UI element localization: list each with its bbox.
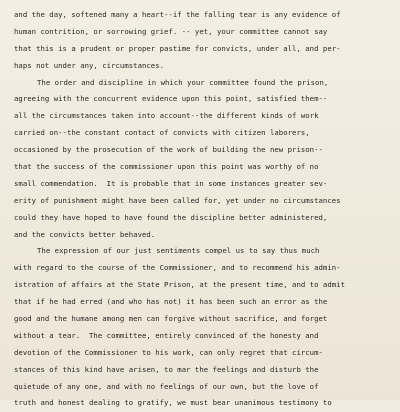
text-line: carried on--the constant contact of convicts with citizen laborers, — [14, 128, 310, 138]
text-line: all the circumstances taken into account--the different kinds of work — [14, 111, 319, 121]
text-line: and the day, softened many a heart--if the falling tear is any evidence of — [14, 10, 341, 19]
paragraph-3 — [14, 243, 394, 412]
text-line: that the success of the commissioner upon this point was worthy of no — [14, 162, 319, 172]
text-line: quietude of any one, and with no feelings of our own, but the love of — [14, 381, 319, 391]
text-line: erity of punishment might have been called for, yet under no circumstances — [14, 195, 341, 205]
paragraph-2 — [14, 75, 394, 244]
text-line: could they have hoped to have found the discipline better administered, — [14, 212, 328, 222]
text-line: small commendation. It is probable that in some instances greater sev- — [14, 178, 328, 188]
text-line: with regard to the course of the Commissioner, and to recommend his admin- — [14, 263, 341, 273]
text-line: that this is a prudent or proper pastime for convicts, under all, and per- — [14, 43, 341, 53]
text-line: human contrition, or sorrowing grief. -- yet, your committee cannot say — [14, 26, 328, 36]
text-line: without a tear. The committee, entirely convinced of the honesty and — [14, 330, 319, 340]
text-line: The order and discipline in which your committee found the prison, — [37, 77, 329, 87]
text-line: agreeing with the concurrent evidence upon this point, satisfied them-- — [14, 94, 328, 104]
paragraph-1 — [14, 7, 394, 75]
text-line: occasioned by the prosecution of the work of building the new prison-- — [14, 145, 323, 155]
document-body — [14, 7, 394, 412]
text-line: istration of affairs at the State Prison, at the present time, and to admit — [14, 280, 345, 290]
text-line: that if he had erred (and who has not) it has been such an error as the — [14, 297, 328, 307]
text-line: truth and honest dealing to gratify, we must bear unanimous testimony to — [14, 398, 332, 408]
text-line: and the convicts better behaved. — [14, 229, 156, 239]
text-line: haps not under any, circumstances. — [14, 60, 165, 70]
text-line: stances of this kind have arisen, to mar the feelings and disturb the — [14, 364, 319, 374]
text-line: good and the humane among men can forgive without sacrifice, and forget — [14, 314, 328, 324]
text-line: The expression of our just sentiments compel us to say thus much — [37, 246, 320, 256]
text-line: devotion of the Commissioner to his work, can only regret that circum- — [14, 347, 323, 357]
